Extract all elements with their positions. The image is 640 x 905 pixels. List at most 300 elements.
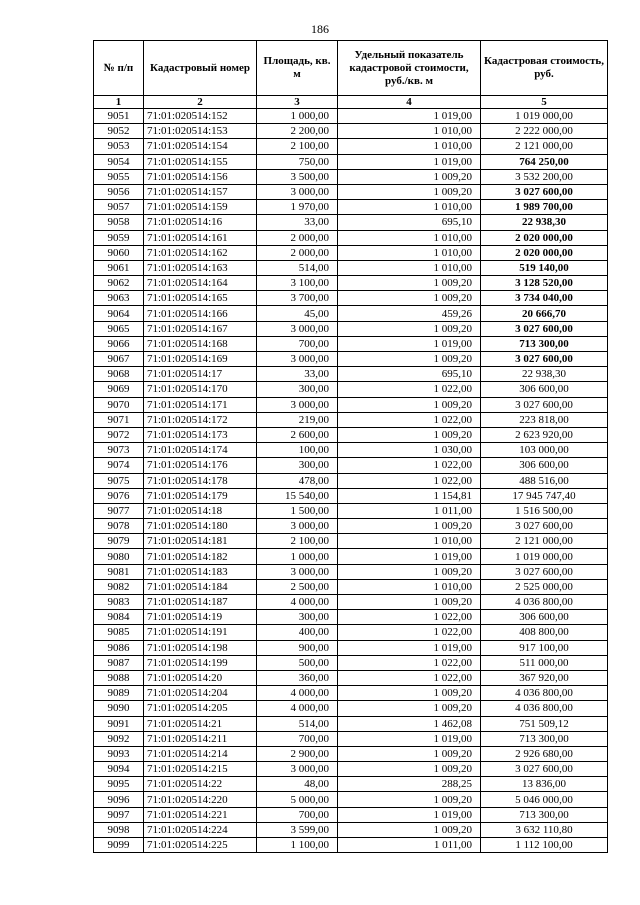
cadastral-number: 71:01:020514:159 <box>144 200 257 215</box>
area-value: 1 500,00 <box>257 503 338 518</box>
rate-value: 1 022,00 <box>338 655 481 670</box>
row-number: 9066 <box>94 336 144 351</box>
row-number: 9081 <box>94 564 144 579</box>
table-row <box>94 731 608 746</box>
header-cadastral-number: Кадастровый номер <box>144 41 257 96</box>
cadastral-number: 71:01:020514:191 <box>144 625 257 640</box>
area-value: 2 100,00 <box>257 534 338 549</box>
cadastral-number: 71:01:020514:161 <box>144 230 257 245</box>
area-value: 300,00 <box>257 610 338 625</box>
rate-value: 1 010,00 <box>338 200 481 215</box>
row-number: 9065 <box>94 321 144 336</box>
row-number: 9077 <box>94 503 144 518</box>
row-number: 9055 <box>94 169 144 184</box>
cadastral-cost: 306 600,00 <box>481 382 608 397</box>
cadastral-cost: 103 000,00 <box>481 443 608 458</box>
table-row <box>94 260 608 275</box>
area-value: 300,00 <box>257 458 338 473</box>
table-row <box>94 382 608 397</box>
table-row <box>94 655 608 670</box>
cadastral-cost: 20 666,70 <box>481 306 608 321</box>
row-number: 9084 <box>94 610 144 625</box>
table-row <box>94 321 608 336</box>
cadastral-number: 71:01:020514:18 <box>144 503 257 518</box>
rate-value: 1 009,20 <box>338 276 481 291</box>
table-row <box>94 427 608 442</box>
rate-value: 1 009,20 <box>338 352 481 367</box>
cadastral-number: 71:01:020514:152 <box>144 109 257 124</box>
cadastral-number: 71:01:020514:170 <box>144 382 257 397</box>
table-row <box>94 777 608 792</box>
rate-value: 1 019,00 <box>338 336 481 351</box>
row-number: 9052 <box>94 124 144 139</box>
table-row <box>94 549 608 564</box>
header-area: Площадь, кв. м <box>257 41 338 96</box>
rate-value: 1 154,81 <box>338 488 481 503</box>
rate-value: 1 009,20 <box>338 184 481 199</box>
area-value: 45,00 <box>257 306 338 321</box>
area-value: 1 000,00 <box>257 549 338 564</box>
cadastral-number: 71:01:020514:183 <box>144 564 257 579</box>
cadastral-number: 71:01:020514:153 <box>144 124 257 139</box>
table-row <box>94 579 608 594</box>
cadastral-number: 71:01:020514:22 <box>144 777 257 792</box>
cadastral-number: 71:01:020514:211 <box>144 731 257 746</box>
row-number: 9098 <box>94 822 144 837</box>
table-row <box>94 443 608 458</box>
rate-value: 695,10 <box>338 215 481 230</box>
cadastral-cost: 713 300,00 <box>481 336 608 351</box>
area-value: 500,00 <box>257 655 338 670</box>
row-number: 9082 <box>94 579 144 594</box>
cadastral-cost: 751 509,12 <box>481 716 608 731</box>
row-number: 9058 <box>94 215 144 230</box>
row-number: 9056 <box>94 184 144 199</box>
rate-value: 459,26 <box>338 306 481 321</box>
area-value: 2 900,00 <box>257 746 338 761</box>
cadastral-number: 71:01:020514:165 <box>144 291 257 306</box>
table-row <box>94 109 608 124</box>
row-number: 9090 <box>94 701 144 716</box>
cadastral-number: 71:01:020514:171 <box>144 397 257 412</box>
table-row <box>94 352 608 367</box>
rate-value: 1 022,00 <box>338 473 481 488</box>
area-value: 1 000,00 <box>257 109 338 124</box>
table-row <box>94 762 608 777</box>
cadastral-number: 71:01:020514:179 <box>144 488 257 503</box>
rate-value: 1 009,20 <box>338 762 481 777</box>
cadastral-cost: 223 818,00 <box>481 412 608 427</box>
cadastral-cost: 306 600,00 <box>481 458 608 473</box>
cadastral-cost: 3 027 600,00 <box>481 321 608 336</box>
cadastral-cost: 3 128 520,00 <box>481 276 608 291</box>
rate-value: 1 019,00 <box>338 109 481 124</box>
table-row <box>94 336 608 351</box>
rate-value: 1 009,20 <box>338 519 481 534</box>
row-number: 9064 <box>94 306 144 321</box>
cadastral-cost: 4 036 800,00 <box>481 595 608 610</box>
row-number: 9067 <box>94 352 144 367</box>
table-row <box>94 473 608 488</box>
table-row <box>94 367 608 382</box>
rate-value: 1 022,00 <box>338 458 481 473</box>
row-number: 9088 <box>94 670 144 685</box>
table-row <box>94 519 608 534</box>
area-value: 3 000,00 <box>257 564 338 579</box>
cadastral-cost: 13 836,00 <box>481 777 608 792</box>
row-number: 9071 <box>94 412 144 427</box>
cadastral-cost: 1 989 700,00 <box>481 200 608 215</box>
row-number: 9096 <box>94 792 144 807</box>
row-number: 9085 <box>94 625 144 640</box>
table-row <box>94 276 608 291</box>
area-value: 514,00 <box>257 260 338 275</box>
area-value: 478,00 <box>257 473 338 488</box>
table-row <box>94 625 608 640</box>
row-number: 9054 <box>94 154 144 169</box>
cadastral-cost: 2 623 920,00 <box>481 427 608 442</box>
table-row <box>94 822 608 837</box>
row-number: 9053 <box>94 139 144 154</box>
rate-value: 1 010,00 <box>338 534 481 549</box>
cadastral-cost: 3 027 600,00 <box>481 762 608 777</box>
cadastral-cost: 2 121 000,00 <box>481 139 608 154</box>
cadastral-cost: 2 926 680,00 <box>481 746 608 761</box>
table-row <box>94 306 608 321</box>
rate-value: 1 011,00 <box>338 838 481 853</box>
cadastral-cost: 1 516 500,00 <box>481 503 608 518</box>
cadastral-cost: 367 920,00 <box>481 670 608 685</box>
row-number: 9095 <box>94 777 144 792</box>
table-row <box>94 412 608 427</box>
row-number: 9080 <box>94 549 144 564</box>
table-row <box>94 184 608 199</box>
area-value: 750,00 <box>257 154 338 169</box>
cadastral-cost: 4 036 800,00 <box>481 686 608 701</box>
area-value: 400,00 <box>257 625 338 640</box>
cadastral-number: 71:01:020514:167 <box>144 321 257 336</box>
cadastral-cost: 3 027 600,00 <box>481 519 608 534</box>
rate-value: 1 009,20 <box>338 701 481 716</box>
rate-value: 1 011,00 <box>338 503 481 518</box>
table-row <box>94 230 608 245</box>
column-number-row <box>94 96 608 109</box>
cadastral-cost: 917 100,00 <box>481 640 608 655</box>
column-number: 4 <box>338 96 481 109</box>
area-value: 3 000,00 <box>257 184 338 199</box>
table-row <box>94 245 608 260</box>
rate-value: 1 009,20 <box>338 321 481 336</box>
table-row <box>94 397 608 412</box>
cadastral-number: 71:01:020514:181 <box>144 534 257 549</box>
table-row <box>94 291 608 306</box>
cadastral-cost: 17 945 747,40 <box>481 488 608 503</box>
column-number: 1 <box>94 96 144 109</box>
cadastral-number: 71:01:020514:187 <box>144 595 257 610</box>
cadastral-number: 71:01:020514:19 <box>144 610 257 625</box>
cadastral-cost: 3 027 600,00 <box>481 564 608 579</box>
cadastral-value-table <box>93 40 608 853</box>
row-number: 9060 <box>94 245 144 260</box>
cadastral-cost: 3 734 040,00 <box>481 291 608 306</box>
area-value: 2 100,00 <box>257 139 338 154</box>
area-value: 2 000,00 <box>257 230 338 245</box>
rate-value: 1 022,00 <box>338 382 481 397</box>
table-row <box>94 534 608 549</box>
row-number: 9051 <box>94 109 144 124</box>
area-value: 3 000,00 <box>257 519 338 534</box>
row-number: 9099 <box>94 838 144 853</box>
table-row <box>94 139 608 154</box>
area-value: 3 000,00 <box>257 352 338 367</box>
cadastral-cost: 511 000,00 <box>481 655 608 670</box>
cadastral-number: 71:01:020514:182 <box>144 549 257 564</box>
cadastral-number: 71:01:020514:173 <box>144 427 257 442</box>
rate-value: 288,25 <box>338 777 481 792</box>
cadastral-number: 71:01:020514:163 <box>144 260 257 275</box>
column-number: 5 <box>481 96 608 109</box>
cadastral-number: 71:01:020514:224 <box>144 822 257 837</box>
cadastral-number: 71:01:020514:172 <box>144 412 257 427</box>
rate-value: 1 009,20 <box>338 595 481 610</box>
table-row <box>94 200 608 215</box>
row-number: 9097 <box>94 807 144 822</box>
cadastral-number: 71:01:020514:184 <box>144 579 257 594</box>
rate-value: 1 010,00 <box>338 579 481 594</box>
rate-value: 1 019,00 <box>338 154 481 169</box>
row-number: 9072 <box>94 427 144 442</box>
rate-value: 1 009,20 <box>338 564 481 579</box>
column-number: 2 <box>144 96 257 109</box>
cadastral-number: 71:01:020514:155 <box>144 154 257 169</box>
rate-value: 1 009,20 <box>338 291 481 306</box>
cadastral-cost: 519 140,00 <box>481 260 608 275</box>
row-number: 9074 <box>94 458 144 473</box>
area-value: 4 000,00 <box>257 701 338 716</box>
cadastral-cost: 1 019 000,00 <box>481 549 608 564</box>
table-row <box>94 610 608 625</box>
row-number: 9092 <box>94 731 144 746</box>
table-row <box>94 807 608 822</box>
row-number: 9062 <box>94 276 144 291</box>
header-num: № п/п <box>94 41 144 96</box>
row-number: 9061 <box>94 260 144 275</box>
cadastral-cost: 713 300,00 <box>481 731 608 746</box>
row-number: 9073 <box>94 443 144 458</box>
cadastral-number: 71:01:020514:198 <box>144 640 257 655</box>
cadastral-cost: 488 516,00 <box>481 473 608 488</box>
cadastral-number: 71:01:020514:156 <box>144 169 257 184</box>
column-number: 3 <box>257 96 338 109</box>
row-number: 9063 <box>94 291 144 306</box>
row-number: 9069 <box>94 382 144 397</box>
area-value: 514,00 <box>257 716 338 731</box>
row-number: 9070 <box>94 397 144 412</box>
cadastral-cost: 713 300,00 <box>481 807 608 822</box>
rate-value: 1 009,20 <box>338 397 481 412</box>
rate-value: 1 009,20 <box>338 169 481 184</box>
cadastral-cost: 22 938,30 <box>481 367 608 382</box>
table-row <box>94 564 608 579</box>
area-value: 3 599,00 <box>257 822 338 837</box>
area-value: 33,00 <box>257 367 338 382</box>
table-row <box>94 503 608 518</box>
cadastral-cost: 3 532 200,00 <box>481 169 608 184</box>
cadastral-number: 71:01:020514:215 <box>144 762 257 777</box>
rate-value: 1 010,00 <box>338 230 481 245</box>
area-value: 2 500,00 <box>257 579 338 594</box>
cadastral-number: 71:01:020514:169 <box>144 352 257 367</box>
rate-value: 1 022,00 <box>338 412 481 427</box>
row-number: 9091 <box>94 716 144 731</box>
row-number: 9094 <box>94 762 144 777</box>
area-value: 2 200,00 <box>257 124 338 139</box>
cadastral-number: 71:01:020514:154 <box>144 139 257 154</box>
rate-value: 1 019,00 <box>338 731 481 746</box>
rate-value: 1 019,00 <box>338 807 481 822</box>
area-value: 3 000,00 <box>257 762 338 777</box>
table-row <box>94 838 608 853</box>
area-value: 4 000,00 <box>257 595 338 610</box>
area-value: 4 000,00 <box>257 686 338 701</box>
cadastral-number: 71:01:020514:221 <box>144 807 257 822</box>
rate-value: 1 030,00 <box>338 443 481 458</box>
cadastral-cost: 2 222 000,00 <box>481 124 608 139</box>
cadastral-cost: 3 027 600,00 <box>481 397 608 412</box>
cadastral-number: 71:01:020514:157 <box>144 184 257 199</box>
header-rate: Удельный показатель кадастровой стоимости, руб./кв. м <box>338 41 481 96</box>
cadastral-number: 71:01:020514:20 <box>144 670 257 685</box>
rate-value: 1 009,20 <box>338 686 481 701</box>
rate-value: 1 010,00 <box>338 260 481 275</box>
cadastral-cost: 2 020 000,00 <box>481 245 608 260</box>
area-value: 33,00 <box>257 215 338 230</box>
rate-value: 1 022,00 <box>338 670 481 685</box>
rate-value: 1 022,00 <box>338 625 481 640</box>
table-body <box>94 109 608 853</box>
area-value: 700,00 <box>257 336 338 351</box>
table-row <box>94 458 608 473</box>
table-row <box>94 154 608 169</box>
area-value: 3 500,00 <box>257 169 338 184</box>
cadastral-number: 71:01:020514:21 <box>144 716 257 731</box>
rate-value: 1 010,00 <box>338 139 481 154</box>
area-value: 219,00 <box>257 412 338 427</box>
area-value: 3 000,00 <box>257 397 338 412</box>
area-value: 15 540,00 <box>257 488 338 503</box>
row-number: 9075 <box>94 473 144 488</box>
rate-value: 1 010,00 <box>338 124 481 139</box>
cadastral-cost: 1 112 100,00 <box>481 838 608 853</box>
cadastral-cost: 306 600,00 <box>481 610 608 625</box>
table-row <box>94 124 608 139</box>
area-value: 900,00 <box>257 640 338 655</box>
row-number: 9086 <box>94 640 144 655</box>
table-row <box>94 488 608 503</box>
area-value: 700,00 <box>257 807 338 822</box>
row-number: 9093 <box>94 746 144 761</box>
table-row <box>94 792 608 807</box>
table-row <box>94 169 608 184</box>
cadastral-cost: 1 019 000,00 <box>481 109 608 124</box>
rate-value: 1 462,08 <box>338 716 481 731</box>
rate-value: 1 019,00 <box>338 549 481 564</box>
row-number: 9089 <box>94 686 144 701</box>
cadastral-number: 71:01:020514:164 <box>144 276 257 291</box>
cadastral-number: 71:01:020514:204 <box>144 686 257 701</box>
row-number: 9057 <box>94 200 144 215</box>
cadastral-cost: 764 250,00 <box>481 154 608 169</box>
cadastral-cost: 4 036 800,00 <box>481 701 608 716</box>
cadastral-number: 71:01:020514:178 <box>144 473 257 488</box>
header-row <box>94 41 608 96</box>
cadastral-cost: 3 027 600,00 <box>481 184 608 199</box>
cadastral-cost: 3 027 600,00 <box>481 352 608 367</box>
rate-value: 1 009,20 <box>338 746 481 761</box>
area-value: 48,00 <box>257 777 338 792</box>
rate-value: 1 010,00 <box>338 245 481 260</box>
table-row <box>94 640 608 655</box>
cadastral-number: 71:01:020514:214 <box>144 746 257 761</box>
area-value: 1 970,00 <box>257 200 338 215</box>
cadastral-number: 71:01:020514:166 <box>144 306 257 321</box>
area-value: 700,00 <box>257 731 338 746</box>
cadastral-number: 71:01:020514:180 <box>144 519 257 534</box>
rate-value: 1 019,00 <box>338 640 481 655</box>
row-number: 9079 <box>94 534 144 549</box>
area-value: 100,00 <box>257 443 338 458</box>
cadastral-number: 71:01:020514:16 <box>144 215 257 230</box>
rate-value: 695,10 <box>338 367 481 382</box>
table-row <box>94 701 608 716</box>
rate-value: 1 009,20 <box>338 792 481 807</box>
area-value: 2 600,00 <box>257 427 338 442</box>
area-value: 300,00 <box>257 382 338 397</box>
area-value: 2 000,00 <box>257 245 338 260</box>
table-row <box>94 716 608 731</box>
rate-value: 1 009,20 <box>338 427 481 442</box>
area-value: 1 100,00 <box>257 838 338 853</box>
area-value: 3 000,00 <box>257 321 338 336</box>
area-value: 5 000,00 <box>257 792 338 807</box>
rate-value: 1 009,20 <box>338 822 481 837</box>
table-row <box>94 686 608 701</box>
cadastral-cost: 408 800,00 <box>481 625 608 640</box>
row-number: 9068 <box>94 367 144 382</box>
cadastral-number: 71:01:020514:168 <box>144 336 257 351</box>
row-number: 9076 <box>94 488 144 503</box>
cadastral-number: 71:01:020514:225 <box>144 838 257 853</box>
cadastral-cost: 2 121 000,00 <box>481 534 608 549</box>
table-row <box>94 746 608 761</box>
cadastral-number: 71:01:020514:199 <box>144 655 257 670</box>
row-number: 9087 <box>94 655 144 670</box>
table-row <box>94 215 608 230</box>
cadastral-cost: 2 525 000,00 <box>481 579 608 594</box>
area-value: 3 700,00 <box>257 291 338 306</box>
cadastral-cost: 2 020 000,00 <box>481 230 608 245</box>
cadastral-number: 71:01:020514:205 <box>144 701 257 716</box>
table-row <box>94 670 608 685</box>
row-number: 9083 <box>94 595 144 610</box>
cadastral-number: 71:01:020514:174 <box>144 443 257 458</box>
cadastral-cost: 3 632 110,80 <box>481 822 608 837</box>
area-value: 360,00 <box>257 670 338 685</box>
table-row <box>94 595 608 610</box>
cadastral-cost: 22 938,30 <box>481 215 608 230</box>
rate-value: 1 022,00 <box>338 610 481 625</box>
cadastral-number: 71:01:020514:17 <box>144 367 257 382</box>
